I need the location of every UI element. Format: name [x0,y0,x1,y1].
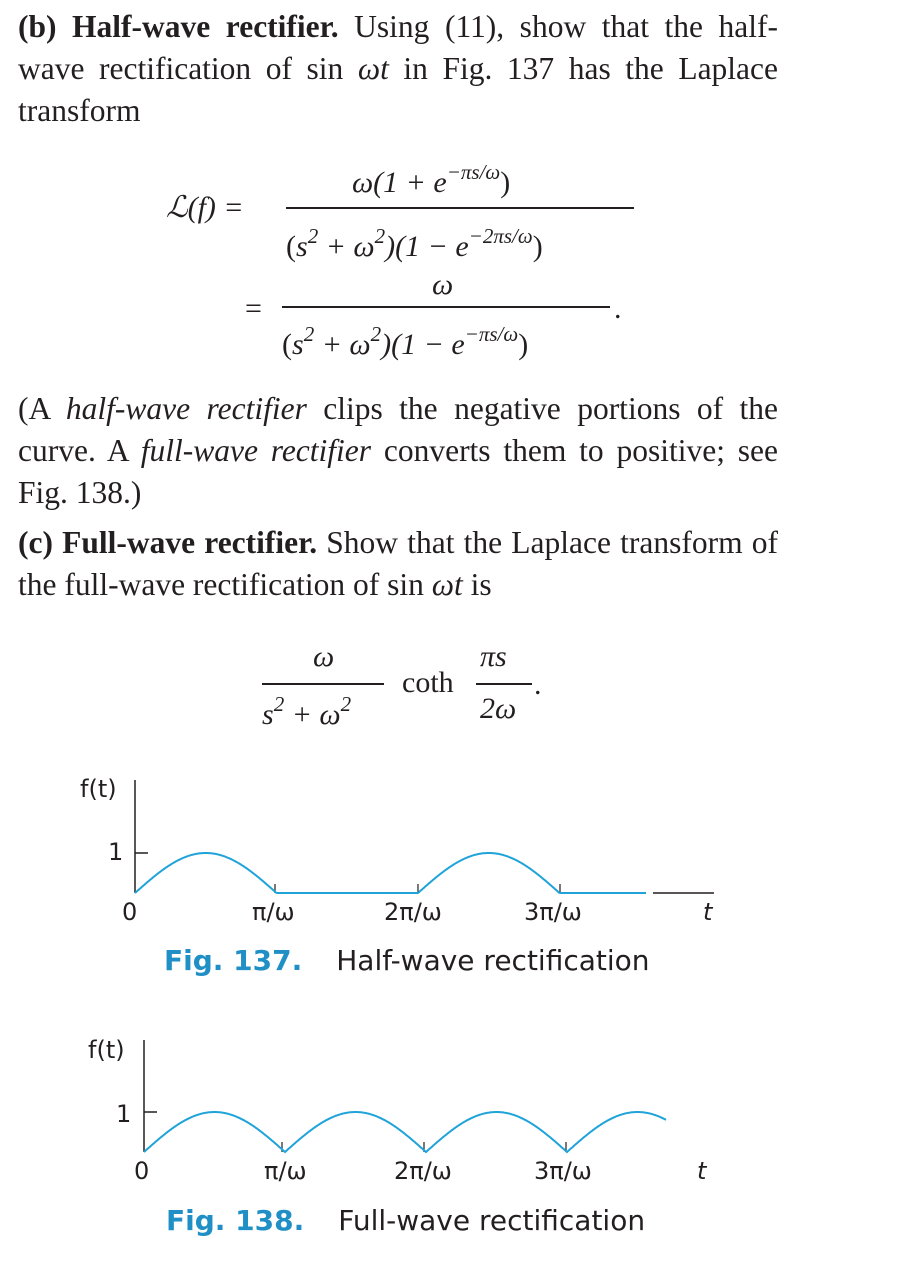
eq-c-fraction-bar-1 [262,683,384,685]
fig138-origin: 0 [134,1157,150,1185]
fig138-xlabel: t [697,1157,707,1185]
eq-b-fraction-bar-1 [286,207,634,209]
eq-c-denominator: $s^2 + \omega^2$ [262,692,352,731]
fig137-xtick-1: π/ω [252,898,295,926]
eq-c-coth: coth [402,666,454,699]
fig138-xtick-3: 3π/ω [534,1157,592,1185]
term-full-wave-rectifier: full-wave rectifier [140,433,372,468]
fig137-origin: 0 [122,898,138,926]
part-b-label: (b) Half-wave rectifier. [18,9,339,44]
eq-b-row1-numerator: $\omega(1 + e^{-\pi s/\omega})$ [352,160,511,199]
eq-b-lhs: ℒ(f) = [166,191,244,224]
eq-c-numerator-2: πs [480,640,507,673]
eq-b-row2-equals: = [245,292,262,325]
fig137-caption [164,944,650,977]
fig138-xtick-2: 2π/ω [394,1157,452,1185]
part-c-paragraph [18,522,778,606]
fig138-xtick-1: π/ω [264,1157,307,1185]
fig138-caption-text: Full-wave rectification [338,1204,646,1237]
fig138-caption [166,1204,645,1237]
part-b-text-after: in Fig. 137 has the Laplace transform [18,51,778,128]
fig137-ytick-1: 1 [108,838,124,866]
eq-b-period: . [614,292,622,325]
eq-c-denominator-2: 2ω [480,692,517,725]
fig138-ylabel: f(t) [88,1036,125,1064]
part-c-omega-t: ωt [431,567,463,602]
fig137-caption-label: Fig. 137. [164,944,303,977]
part-c-text: Show that the Laplace transform of the full-wave rectification of sin [18,525,779,602]
part-c-label: (c) Full-wave rectifier. [18,525,318,560]
fig137-xtick-2: 2π/ω [384,898,442,926]
fig137-xtick-3: 3π/ω [524,898,582,926]
fig137-curve [135,853,646,893]
fig137-xlabel: t [703,898,713,926]
fig138-caption-label: Fig. 138. [166,1204,305,1237]
fig138-ytick-1: 1 [116,1100,132,1128]
fig138-curve [144,1112,666,1152]
eq-c-numerator: ω [313,640,335,673]
fig137-ylabel: f(t) [80,775,117,803]
eq-b-row2-numerator: ω [432,268,454,301]
part-b-text: Using (11), show that the half-wave rectification of sin [18,9,779,86]
eq-c-fraction-bar-2 [476,683,532,685]
fig137-caption-text: Half-wave rectification [336,944,650,977]
fig138-plot [0,1030,924,1158]
paren-note: (A half-wave rectifier clips the negative portions of the curve. A full-wave rectifier converts them to positive; see Fig. 138.) [18,391,779,510]
fig137-plot [0,770,924,900]
eq-c-period: . [534,668,542,701]
eq-b-row2-denominator: $(s^2 + \omega^2)(1 - e^{-\pi s/\omega})$ [282,322,529,361]
part-b-omega-t: ωt [357,51,389,86]
eq-b-row1-denominator: $(s^2 + \omega^2)(1 - e^{-2\pi s/\omega})$ [286,224,543,263]
term-half-wave-rectifier: half-wave rectifier [65,391,307,426]
eq-b-fraction-bar-2 [282,306,610,308]
part-b-paragraph [18,6,778,132]
part-c-text-after: is [462,567,492,602]
